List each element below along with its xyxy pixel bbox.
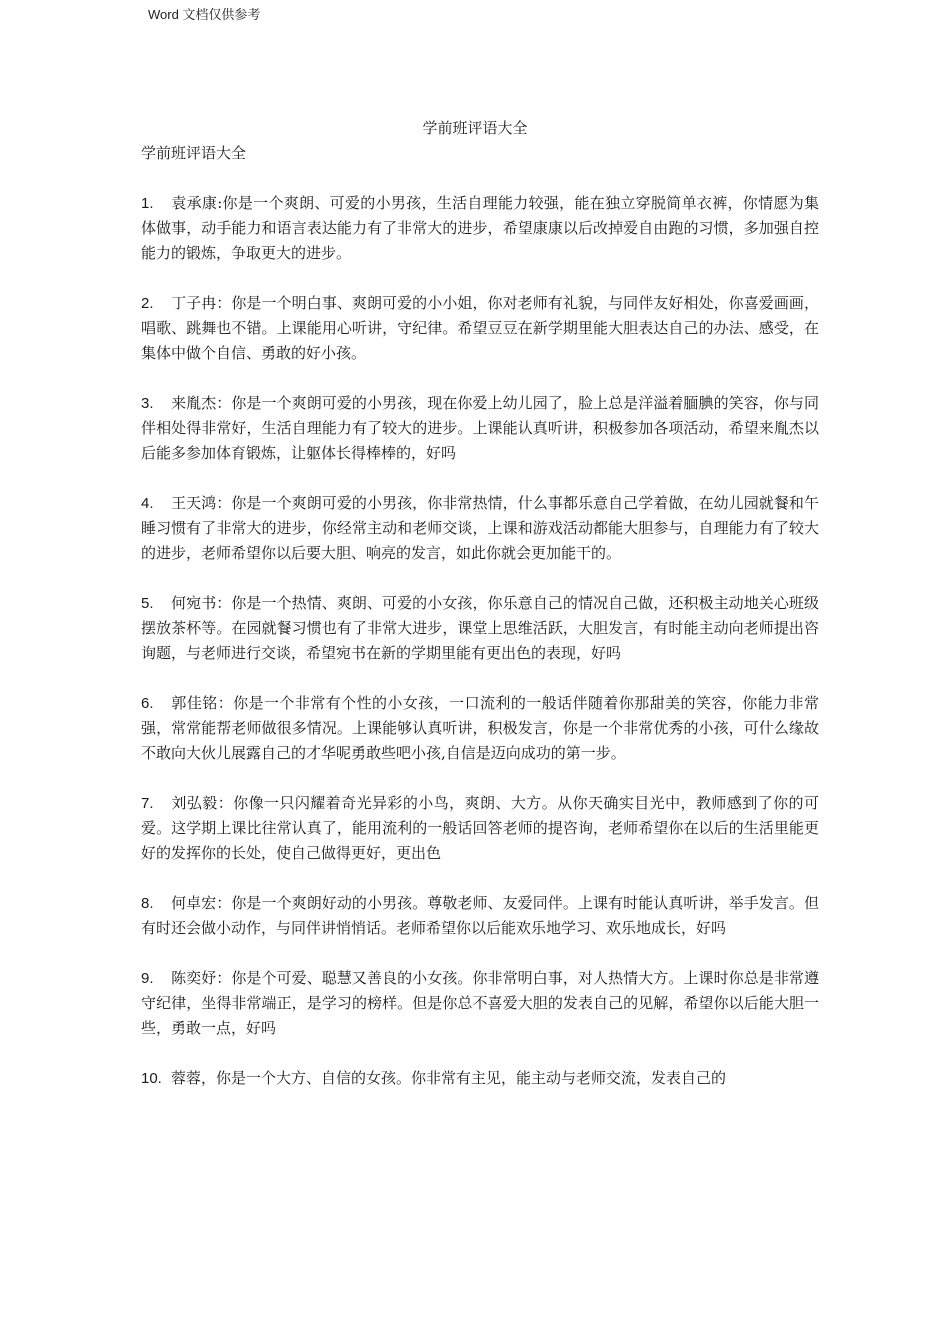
item-text: 郭佳铭：你是一个非常有个性的小女孩，一口流利的一般话伴随着你那甜美的笑容，你能力非常强，常常能帮老师做很多情况。上课能够认真听讲，积极发言，你是一个非常优秀的小孩，可什么缘故不敢向大伙儿展露自己的才华呢勇敢些吧小孩,自信是迈向成功的第一步。 <box>141 694 819 762</box>
item-number: 1. <box>141 195 154 212</box>
list-item <box>141 791 819 866</box>
item-number: 10. <box>141 1070 162 1087</box>
document-subtitle: 学前班评语大全 <box>141 144 247 162</box>
list-item <box>141 1066 819 1091</box>
item-number: 7. <box>141 795 154 812</box>
item-number: 4. <box>141 495 154 512</box>
item-text: 刘弘毅：你像一只闪耀着奇光异彩的小鸟，爽朗、大方。从你天确实目光中，教师感到了你的可爱。这学期上课比往常认真了，能用流利的一般话回答老师的提咨询，老师希望你在以后的生活里能更好的发挥你的长处，使自己做得更好，更出色 <box>141 794 819 862</box>
item-text: 袁承康:你是一个爽朗、可爱的小男孩，生活自理能力较强，能在独立穿脱简单衣裤，你情愿为集体做事，动手能力和语言表达能力有了非常大的进步，希望康康以后改掉爱自由跑的习惯，多加强自控能力的锻炼，争取更大的进步。 <box>141 194 819 262</box>
item-text: 何宛书：你是一个热情、爽朗、可爱的小女孩，你乐意自己的情况自己做，还积极主动地关心班级摆放茶杯等。在园就餐习惯也有了非常大进步，课堂上思维活跃，大胆发言，有时能主动向老师提出咨询题，与老师进行交谈，希望宛书在新的学期里能有更出色的表现，好吗 <box>141 594 819 662</box>
header-note: Word 文档仅供参考 <box>148 7 261 22</box>
list-item <box>141 191 819 266</box>
item-text: 来胤杰：你是一个爽朗可爱的小男孩，现在你爱上幼儿园了，脸上总是洋溢着腼腆的笑容，你与同伴相处得非常好，生活自理能力有了较大的进步。上课能认真听讲，积极参加各项活动，希望来胤杰以后能多参加体育锻炼，让躯体长得棒棒的，好吗 <box>141 394 819 462</box>
list-item <box>141 966 819 1041</box>
item-text: 丁子冉：你是一个明白事、爽朗可爱的小小姐，你对老师有礼貌，与同伴友好相处，你喜爱画画，唱歌、跳舞也不错。上课能用心听讲，守纪律。希望豆豆在新学期里能大胆表达自己的办法、感受，在集体中做个自信、勇敢的好小孩。 <box>141 294 819 362</box>
item-number: 6. <box>141 695 154 712</box>
list-item <box>141 891 819 941</box>
item-text: 何卓宏：你是一个爽朗好动的小男孩。尊敬老师、友爱同伴。上课有时能认真听讲，举手发言。但有时还会做小动作，与同伴讲悄悄话。老师希望你以后能欢乐地学习、欢乐地成长，好吗 <box>141 894 819 937</box>
document-title: 学前班评语大全 <box>422 119 528 137</box>
item-number: 9. <box>141 970 154 987</box>
list-item <box>141 691 819 766</box>
list-item <box>141 491 819 566</box>
item-number: 5. <box>141 595 154 612</box>
document-body <box>141 141 819 1116</box>
item-text: 陈奕妤：你是个可爱、聪慧又善良的小女孩。你非常明白事，对人热情大方。上课时你总是非常遵守纪律，坐得非常端正，是学习的榜样。但是你总不喜爱大胆的发表自己的见解，希望你以后能大胆一些，勇敢一点，好吗 <box>141 969 819 1037</box>
item-number: 3. <box>141 395 154 412</box>
item-number: 2. <box>141 295 154 312</box>
list-item <box>141 391 819 466</box>
item-number: 8. <box>141 895 154 912</box>
item-text: 王天鸿：你是一个爽朗可爱的小男孩，你非常热情，什么事都乐意自己学着做，在幼儿园就餐和午睡习惯有了非常大的进步，你经常主动和老师交谈，上课和游戏活动都能大胆参与，自理能力有了较大的进步，老师希望你以后要大胆、响亮的发言，如此你就会更加能干的。 <box>141 494 819 562</box>
list-item <box>141 591 819 666</box>
list-item <box>141 291 819 366</box>
item-text: 蓉蓉，你是一个大方、自信的女孩。你非常有主见，能主动与老师交流，发表自己的 <box>171 1069 727 1087</box>
